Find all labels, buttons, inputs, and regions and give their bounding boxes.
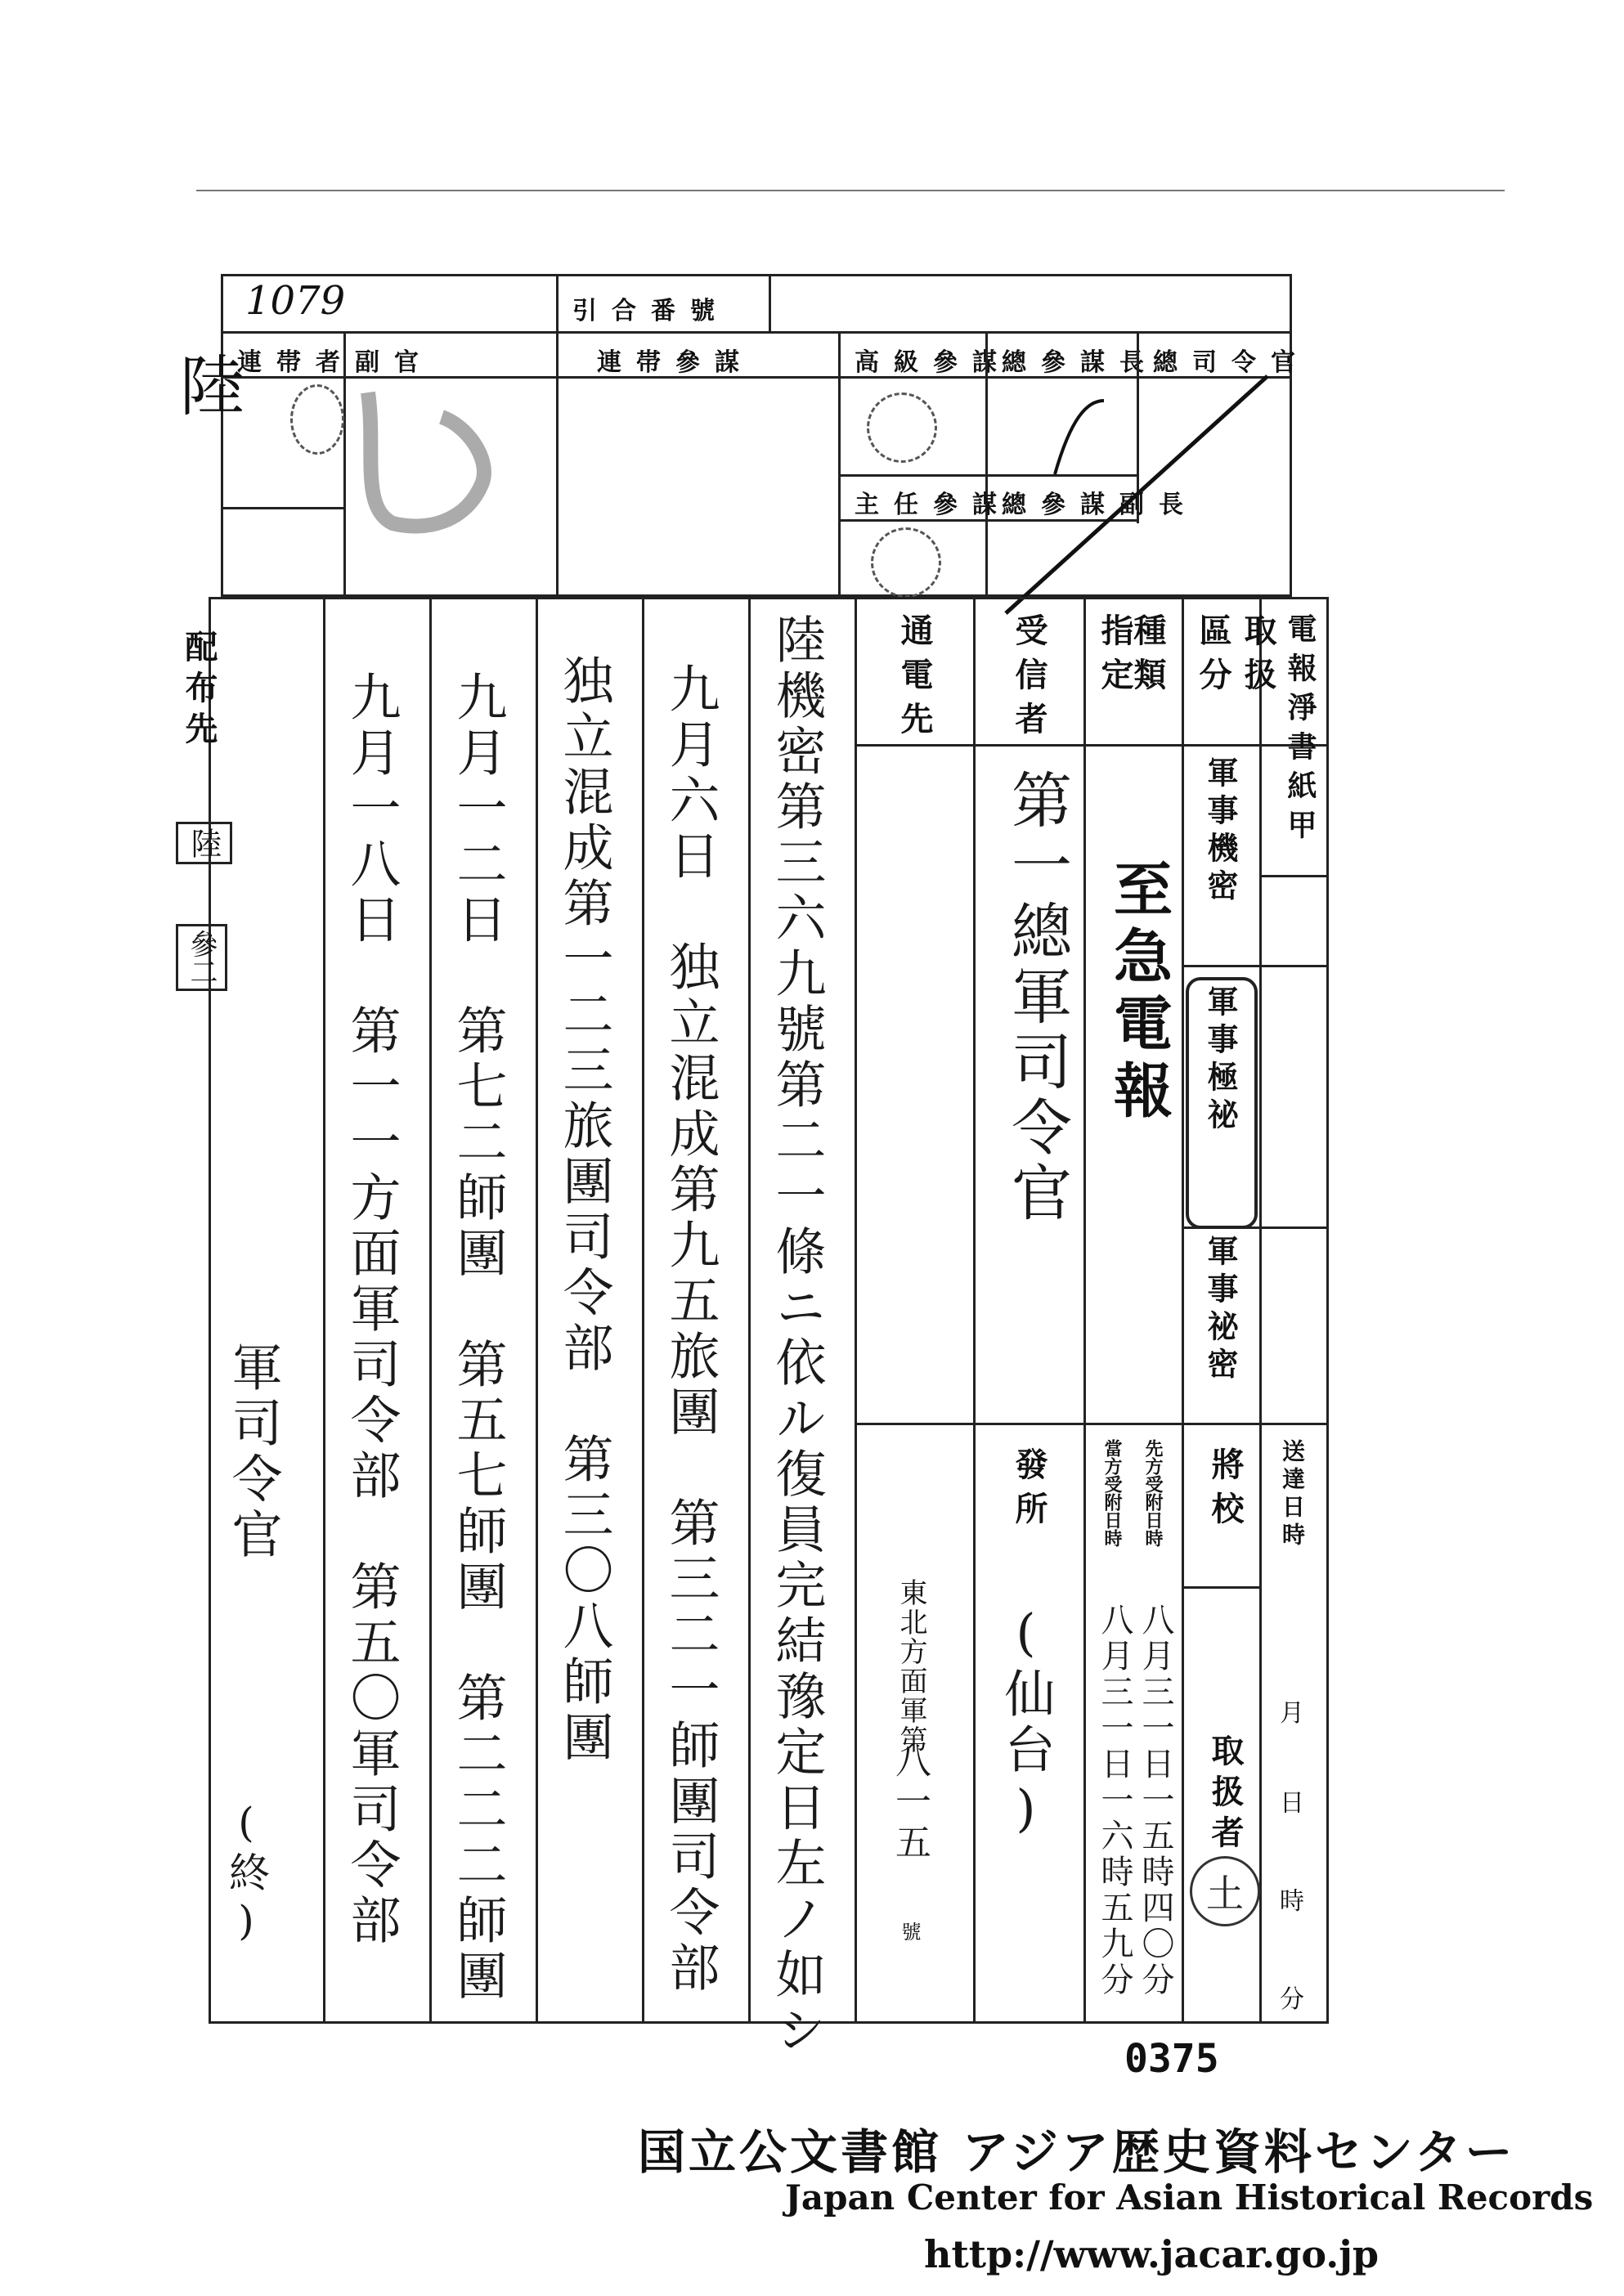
classification-circle (1186, 977, 1258, 1229)
distribution-entry: 陸 (176, 822, 232, 864)
handler-label: 取扱者 (1206, 1733, 1245, 1856)
classification-label: 區分 (1194, 613, 1232, 702)
footer-archive-jp: 国立公文書館 アジア歴史資料センター (638, 2124, 1516, 2180)
body-line: 九月一二日 第七二師團 第五七師團 第二二二師團 (448, 670, 508, 2005)
form-title: 電報淨書紙甲 (1283, 613, 1317, 849)
routing-divider (769, 274, 771, 331)
distribution-label: 配布先 (180, 630, 218, 752)
recipient: 第一總軍司令官 (1002, 769, 1072, 1226)
body-rule (323, 597, 325, 2024)
handler-stamp: 土 (1190, 1856, 1260, 1926)
commander-label: 總司令官 (1153, 348, 1310, 377)
approval-slash-marks (998, 368, 1276, 630)
remote-received-label: 先方受附日時 (1142, 1439, 1164, 1547)
seal-stamp (871, 527, 941, 598)
seal-stamp (867, 392, 937, 463)
body-rule (429, 597, 432, 2024)
urgency-stamp: 至急電報 (1104, 859, 1173, 1127)
type-label: 種類 (1128, 613, 1167, 702)
remote-received: 八月三一日一五時四〇分 (1137, 1603, 1174, 1998)
chief-sanbo-label: 總參謀長 (1002, 348, 1159, 377)
body-line: 独立混成第一二三旅團司令部 第三〇八師團 (554, 654, 614, 1766)
message-no-suffix: 號 (898, 1922, 921, 1941)
sender-officer-label: 將校 (1206, 1447, 1245, 1536)
rengo-tanto-label: 連帯者副官 (237, 348, 433, 377)
message-no-prefix: 東北方面軍第 (895, 1578, 927, 1755)
local-received: 八月三一日一六時五九分 (1096, 1603, 1133, 1998)
sender: (仙台) (996, 1603, 1056, 1843)
routing-divider (556, 331, 559, 597)
vice-chief-label: 總參謀副長 (1002, 491, 1198, 519)
body-line: 陸機密第三六九號第二一條ニ依ル復員完結豫定日左ノ如シ (767, 613, 827, 2059)
staff-in-charge-label: 主任參謀 (855, 491, 1012, 519)
distribution-entry: 參二 (176, 924, 227, 991)
panel-rule (1083, 597, 1086, 2024)
designation-label: 指定 (1096, 613, 1134, 702)
body-line: 九月六日 独立混成第九五旅團 第三二一師團司令部 (661, 662, 720, 1997)
routing-divider (556, 274, 559, 331)
chief-staff-label: 高級參謀 (855, 348, 1012, 377)
doc-number: 1079 (245, 278, 346, 324)
classification-option: 軍事祕密 (1202, 1235, 1239, 1385)
dispatch-unit: 分 (1280, 1985, 1304, 2014)
end-mark: (終) (222, 1799, 270, 1949)
message-no: 八一五 (889, 1742, 931, 1864)
routing-divider (838, 331, 841, 597)
classification-option: 軍事機密 (1202, 756, 1239, 907)
closing: 軍司令官 (223, 1341, 283, 1563)
dispatch-unit: 時 (1280, 1887, 1304, 1916)
footer-archive-en: Japan Center for Asian Historical Records (785, 2177, 1594, 2218)
panel-rule (1182, 597, 1184, 2024)
body-rule (748, 597, 751, 2024)
classification-option-selected: 軍事極祕 (1202, 985, 1239, 1136)
recipient-label: 受信者 (1010, 613, 1048, 746)
seal-stamp (290, 384, 344, 455)
panel-rule (855, 597, 857, 2024)
dispatch-unit: 月 (1280, 1699, 1304, 1728)
ref-no-label: 引合番號 (572, 297, 729, 325)
footer-url[interactable]: http://www.jacar.go.jp (924, 2232, 1380, 2276)
routing-divider (221, 507, 343, 509)
handling-label: 取扱 (1239, 613, 1277, 702)
marginal-note: 陸 (168, 352, 244, 417)
panel-rule (1259, 597, 1262, 2024)
body-rule (536, 597, 538, 2024)
signature-smudge (343, 384, 532, 540)
rengo-sanbo-label: 連帯參謀 (597, 348, 754, 377)
sender-label: 發所 (1010, 1447, 1048, 1536)
scan-edge-line (196, 190, 1505, 191)
panel-rule (973, 597, 976, 2024)
body-rule (642, 597, 644, 2024)
dispatch-label: 送達日時 (1279, 1439, 1306, 1550)
routing-divider (221, 331, 1292, 334)
panel-rule (1182, 965, 1329, 967)
relay-label: 通電先 (895, 613, 934, 746)
routing-divider (985, 331, 988, 597)
dispatch-unit: 日 (1280, 1789, 1304, 1818)
panel-rule (1259, 875, 1329, 877)
body-line: 九月一八日 第一一方面軍司令部 第五〇軍司令部 (342, 670, 402, 1949)
local-received-label: 當方受附日時 (1101, 1439, 1123, 1547)
panel-rule (1182, 1586, 1259, 1589)
panel-rule (855, 1423, 1329, 1425)
page-number: 0375 (1124, 2036, 1219, 2082)
